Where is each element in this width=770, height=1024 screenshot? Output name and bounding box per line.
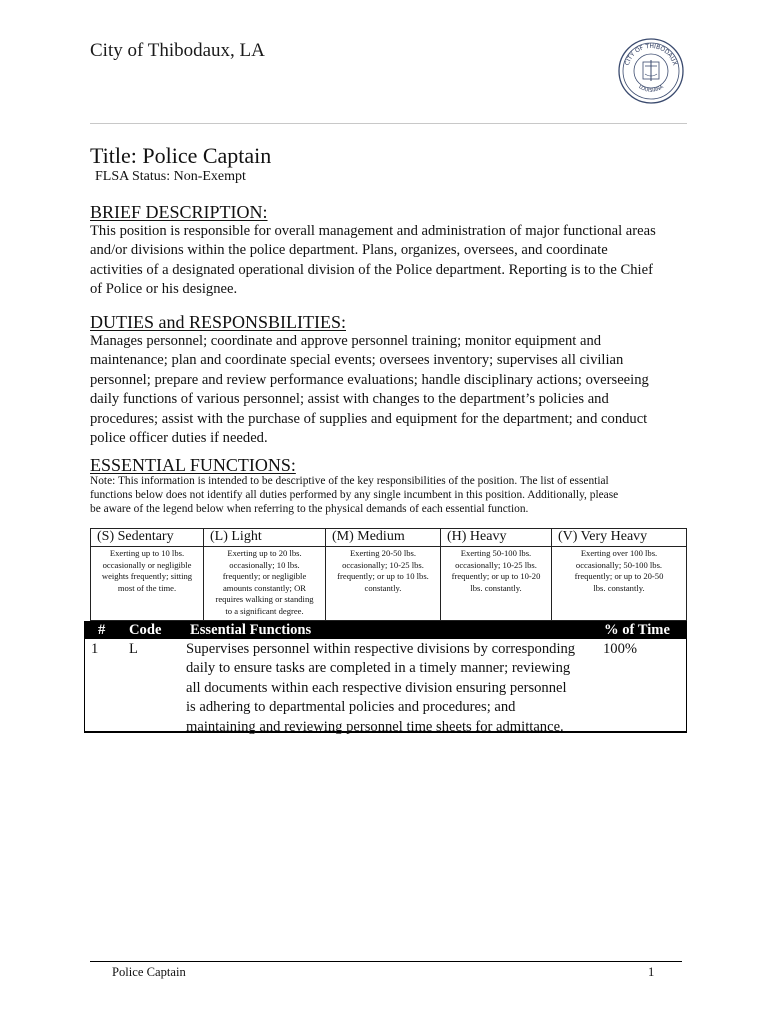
legend-light-desc (204, 547, 326, 621)
legend-line: lbs. constantly. (593, 582, 645, 593)
footer-job-title: Police Captain (112, 965, 186, 979)
job-title: Title: Police Captain (90, 143, 272, 168)
legend-line: frequently; or negligible (222, 571, 307, 582)
legend-heavy-desc (441, 547, 552, 621)
city-header: City of Thibodaux, LA (90, 40, 265, 61)
legend-sedentary-desc (91, 547, 204, 621)
legend-line: Exerting 50-100 lbs. (460, 548, 532, 558)
legend-line: Exerting 20-50 lbs. (349, 548, 417, 558)
city-seal-icon (618, 38, 684, 104)
flsa-status: FLSA Status: Non-Exempt (95, 169, 246, 184)
seal-text-bottom: LOUISIANA (637, 84, 665, 94)
legend-very-heavy-desc (552, 547, 687, 621)
legend-line: most of the time. (117, 582, 177, 593)
table-header-row (84, 621, 687, 639)
legend-line: frequently; or up to 10-20 (451, 571, 541, 582)
physical-demand-legend (90, 528, 687, 621)
essential-functions-table (84, 621, 687, 733)
text-line: maintaining and reviewing personnel time sheets for admittance. (186, 718, 564, 735)
legend-line: requires walking or standing (215, 594, 314, 605)
legend-line: Exerting up to 10 lbs. (109, 548, 185, 558)
essential-functions-note (90, 474, 690, 517)
table-right-border (686, 639, 687, 731)
legend-sedentary-label: (S) Sedentary (91, 529, 204, 547)
text-line: Manages personnel; coordinate and approve personnel training; monitor equipment and (90, 333, 602, 349)
text-line: This position is responsible for overall management and administration of major functional areas (90, 223, 656, 239)
text-line: daily functions of various personnel; assist with changes to the department’s policies and (90, 391, 609, 408)
duties-heading: DUTIES and RESPONSBILITIES: (90, 312, 346, 332)
legend-line: frequently; or up to 20-50 (574, 571, 664, 582)
header-percent-time: % of Time (604, 622, 670, 638)
seal-text-top: CITY OF THIBODAUX (623, 42, 679, 67)
text-line: daily to ensure tasks are completed in a timely manner; reviewing (186, 660, 571, 677)
brief-description-heading: BRIEF DESCRIPTION: (90, 202, 268, 222)
essential-functions-heading: ESSENTIAL FUNCTIONS: (90, 455, 296, 475)
text-line: all documents within each respective division ensuring personnel (186, 679, 567, 696)
legend-line: Exerting over 100 lbs. (580, 548, 658, 558)
row-number: 1 (91, 641, 99, 657)
legend-line: amounts constantly; OR (222, 582, 307, 593)
legend-very-heavy-label: (V) Very Heavy (552, 529, 687, 547)
note-line: be aware of the legend below when referring to the physical demands of each essential function. (90, 503, 529, 516)
text-line: maintenance; plan and coordinate special events; oversees inventory; supervises all civilian (90, 352, 624, 369)
legend-line: occasionally; 10-25 lbs. (455, 559, 537, 570)
legend-light-label: (L) Light (204, 529, 326, 547)
text-line: Supervises personnel within respective divisions by corresponding (186, 641, 576, 657)
header-number: # (98, 622, 106, 638)
text-line: and/or divisions within the police department. Plans, organizes, oversees, and coordinate (90, 242, 608, 259)
legend-medium-label: (M) Medium (326, 529, 441, 547)
row-percent-time: 100% (603, 641, 638, 657)
legend-line: Exerting up to 20 lbs. (227, 548, 302, 558)
note-line: functions below does not identify all duties performed by any single incumbent in this position. Additionally, please (90, 489, 619, 502)
table-left-border (84, 639, 85, 731)
legend-line: constantly. (364, 582, 402, 593)
legend-line: occasionally; 10-25 lbs. (342, 559, 424, 570)
text-line: activities of a designated operational division of the Police department. Reporting is to the Chief (90, 261, 653, 278)
text-line: procedures; assist with the purchase of supplies and equipment for the department; and conduct (90, 410, 648, 427)
legend-line: occasionally; 50-100 lbs. (575, 559, 663, 570)
text-line: personnel; prepare and review performance evaluations; handle disciplinary actions; overseeing (90, 371, 649, 388)
text-line: police officer duties if needed. (90, 430, 268, 447)
header-code: Code (129, 622, 162, 638)
legend-medium-desc (326, 547, 441, 621)
row-function-text (186, 640, 596, 737)
note-line: Note: This information is intended to be descriptive of the key responsibilities of the position. The list of essential (90, 475, 609, 487)
header-divider (90, 123, 687, 124)
table-row (84, 639, 687, 733)
text-line: is adhering to departmental policies and procedures; and (186, 699, 516, 716)
legend-line: to a significant degree. (225, 605, 304, 616)
duties-text (90, 332, 690, 448)
legend-line: lbs. constantly. (470, 582, 522, 593)
brief-description-text (90, 222, 690, 300)
text-line: of Police or his designee. (90, 281, 238, 298)
row-code: L (129, 641, 138, 657)
footer-divider (90, 961, 682, 962)
page-number: 1 (648, 965, 655, 979)
legend-line: frequently; or up to 10 lbs. (337, 571, 429, 582)
legend-line: occasionally or negligible (102, 559, 192, 570)
legend-line: occasionally; 10 lbs. (229, 559, 300, 570)
header-essential-functions: Essential Functions (190, 622, 312, 638)
legend-heavy-label: (H) Heavy (441, 529, 552, 547)
legend-line: weights frequently; sitting (101, 571, 193, 582)
